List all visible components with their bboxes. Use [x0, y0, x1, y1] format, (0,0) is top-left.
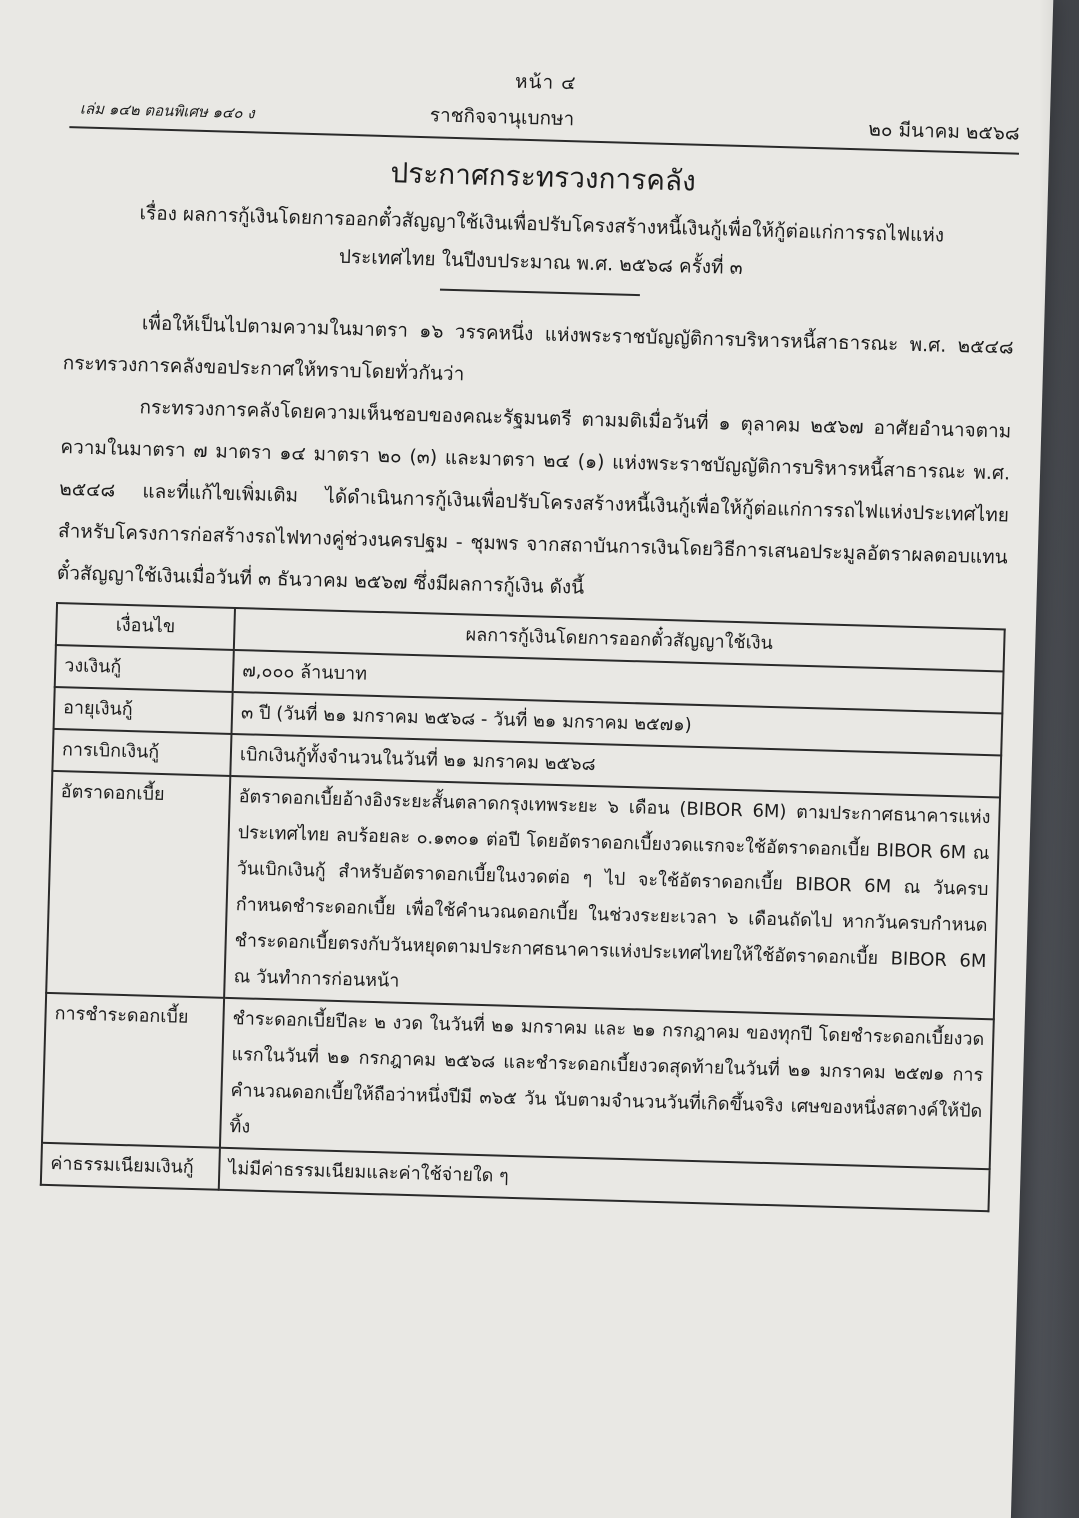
result-cell: ๓ ปี (วันที่ ๒๑ มกราคม ๒๕๖๘ - วันที่ ๒๑ มกราคม ๒๕๗๑): [231, 692, 1002, 755]
issue-info: เล่ม ๑๔๒ ตอนพิเศษ ๑๔๐ ง: [79, 99, 255, 123]
table-row: [46, 771, 1000, 1019]
condition-cell: การชำระดอกเบี้ย: [42, 993, 224, 1148]
paragraph-intro: เพื่อให้เป็นไปตามความในมาตรา ๑๖ วรรคหนึ่ง แห่งพระราชบัญญัติการบริหารหนี้สาธารณะ พ.ศ. ๒๕๔๘ กระทรวงการคลังขอประกาศให้ทราบโดยทั่วกันว่า: [62, 312, 1014, 386]
header-result: ผลการกู้เงินโดยการออกตั๋วสัญญาใช้เงิน: [234, 608, 1005, 671]
gazette-name: ราชกิจจานุเบกษา: [429, 104, 575, 131]
condition-cell: การเบิกเงินกู้: [52, 729, 231, 776]
condition-cell: วงเงินกู้: [55, 645, 234, 692]
result-cell: เบิกเงินกู้ทั้งจำนวนในวันที่ ๒๑ มกราคม ๒๕๖๘: [230, 734, 1001, 797]
result-cell: อัตราดอกเบี้ยอ้างอิงระยะสั้นตลาดกรุงเทพระยะ ๖ เดือน (BIBOR 6M) ตามประกาศธนาคารแห่งประเทศไทย ลบร้อยละ ๐.๑๓๐๑ ต่อปี โดยอัตราดอกเบี้ยงวดแรกจะใช้อัตราดอกเบี้ย BIBOR 6M ณ วันเบิกเงินกู้ สำหรับอัตราดอกเบี้ยในงวดต่อ ๆ ไป จะใช้อัตราดอกเบี้ย BIBOR 6M ณ วันครบกำหนดชำระดอกเบี้ย เพื่อใช้คำนวณดอกเบี้ย ในช่วงระยะเวลา ๖ เดือนถัดไป หากวันครบกำหนดชำระดอกเบี้ยตรงกับวันหยุดตามประกาศธนาคารแห่งประเทศไทยให้ใช้อัตราดอกเบี้ย BIBOR 6M ณ วันทำการก่อนหน้า: [224, 776, 1000, 1019]
header-condition: เงื่อนไข: [56, 603, 235, 650]
result-cell: ไม่มีค่าธรรมเนียมและค่าใช้จ่ายใด ๆ: [219, 1148, 990, 1211]
header-date: ๒๐ มีนาคม ๒๕๖๘: [868, 118, 1020, 145]
title-divider: [440, 289, 640, 297]
page-content: [40, 54, 1021, 1212]
paragraph-body: กระทรวงการคลังโดยความเห็นชอบของคณะรัฐมนตรี ตามมติเมื่อวันที่ ๑ ตุลาคม ๒๕๖๗ อาศัยอำนาจตามความในมาตรา ๗ มาตรา ๑๔ มาตรา ๒๐ (๓) และมาตรา ๒๔ (๑) แห่งพระราชบัญญัติการบริหารหนี้สาธารณะ พ.ศ. ๒๕๔๘ และที่แก้ไขเพิ่มเติม ได้ดำเนินการกู้เงินเพื่อปรับโครงสร้างหนี้เงินกู้เพื่อให้กู้ต่อแก่การรถไฟแห่งประเทศไทย สำหรับโครงการก่อสร้างรถไฟทางคู่ช่วงนครปฐม - ชุมพร จากสถาบันการเงินโดยวิธีการเสนอประมูลอัตราผลตอบแทนตั๋วสัญญาใช้เงินเมื่อวันที่ ๓ ธันวาคม ๒๕๖๗ ซึ่งมีผลการกู้เงิน ดังนี้: [56, 396, 1012, 599]
table-row: [42, 993, 994, 1169]
loan-terms-table: [40, 602, 1006, 1212]
page-number: หน้า ๔: [514, 70, 577, 95]
condition-cell: อัตราดอกเบี้ย: [46, 771, 230, 998]
condition-cell: อายุเงินกู้: [54, 687, 233, 734]
announcement-subject: เรื่อง ผลการกู้เงินโดยการออกตั๋วสัญญาใช้เงินเพื่อปรับโครงสร้างหนี้เงินกู้เพื่อให้กู้ต่อแก่การรถไฟแห่งประเทศไทย ในปีงบประมาณ พ.ศ. ๒๕๖๘ ครั้งที่ ๓: [139, 202, 945, 280]
result-cell: ชำระดอกเบี้ยปีละ ๒ งวด ในวันที่ ๒๑ มกราคม และ ๒๑ กรกฎาคม ของทุกปี โดยชำระดอกเบี้ยงวดแรกในวันที่ ๒๑ กรกฎาคม ๒๕๖๘ และชำระดอกเบี้ยงวดสุดท้ายในวันที่ ๒๑ มกราคม ๒๕๗๑ การคำนวณดอกเบี้ยให้ถือว่าหนึ่งปีมี ๓๖๕ วัน นับตามจำนวนวันที่เกิดขึ้นจริง เศษของหนึ่งสตางค์ให้ปัดทิ้ง: [220, 998, 994, 1169]
result-cell: ๗,๐๐๐ ล้านบาท: [233, 650, 1004, 713]
announcement-title: ประกาศกระทรวงการคลัง: [390, 156, 697, 198]
condition-cell: ค่าธรรมเนียมเงินกู้: [41, 1143, 220, 1190]
